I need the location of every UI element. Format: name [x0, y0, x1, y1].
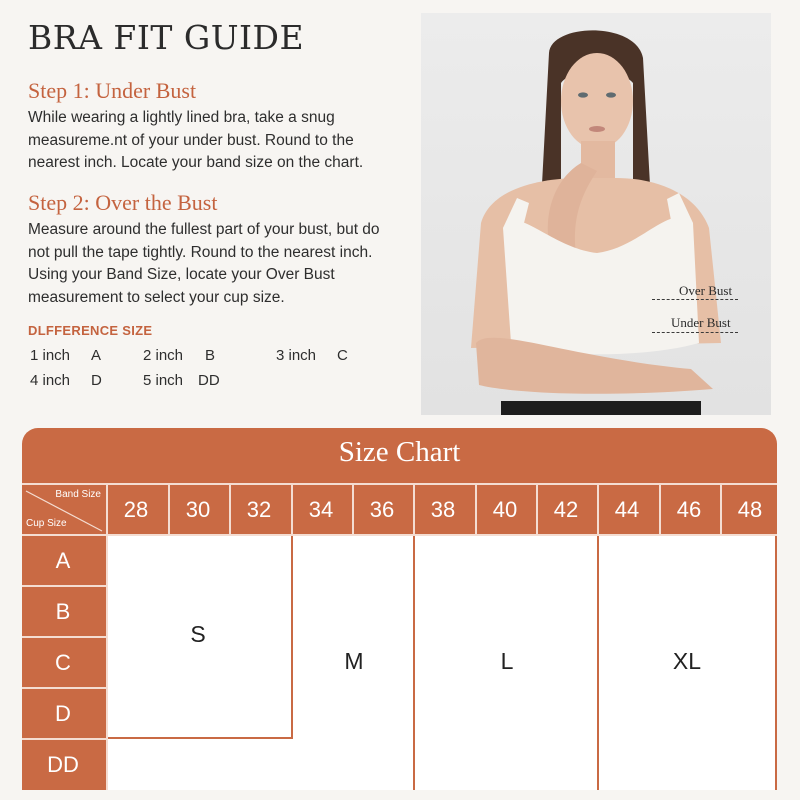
grid-line — [168, 485, 170, 534]
region-divider — [291, 536, 293, 738]
diff-inch-1: 1 inch — [30, 347, 71, 364]
diff-cup-2: B — [205, 347, 216, 364]
under-bust-line — [652, 332, 738, 333]
cup-size-c: C — [55, 650, 71, 675]
diff-cup-4: D — [91, 372, 102, 389]
grid-line — [475, 485, 477, 534]
grid-line — [597, 485, 599, 534]
band-size-40: 40 — [492, 497, 518, 522]
region-divider — [597, 536, 599, 790]
step1-heading: Step 1: Under Bust — [28, 78, 197, 103]
diff-inch-5: 5 inch — [143, 372, 184, 389]
difference-size-title: DLFFERENCE SIZE — [28, 323, 153, 338]
grid-line — [659, 485, 661, 534]
diff-cup-3: C — [337, 347, 348, 364]
grid-line — [291, 485, 293, 534]
band-size-28: 28 — [123, 497, 149, 522]
band-size-36: 36 — [369, 497, 395, 522]
cup-size-header: Cup Size — [26, 518, 67, 529]
cup-size-a: A — [55, 548, 71, 573]
over-bust-label: Over Bust — [679, 283, 733, 298]
grid-line — [413, 485, 415, 534]
diff-inch-2: 2 inch — [143, 347, 184, 364]
page-title: BRA FIT GUIDE — [28, 18, 305, 57]
band-size-30: 30 — [185, 497, 211, 522]
over-bust-line — [652, 299, 738, 300]
header-corner — [22, 485, 104, 533]
under-bust-label: Under Bust — [671, 315, 731, 330]
band-size-38: 38 — [430, 497, 456, 522]
step1-text: While wearing a lightly lined bra, take a snug measureme.nt of your under bust. Round to the nearest inch. Locate your band size on the chart. — [28, 109, 364, 171]
step2-text: Measure around the fullest part of your bust, but do not pull the tape tightly. Round to the nearest inch. Using your Band Size, locate your Over Bust measurement to select your cup size. — [28, 221, 380, 306]
grid-line — [229, 485, 231, 534]
band-size-42: 42 — [553, 497, 579, 522]
size-l: L — [500, 648, 514, 674]
band-size-48: 48 — [737, 497, 763, 522]
cup-size-dd: DD — [47, 752, 79, 777]
band-size-46: 46 — [676, 497, 702, 522]
step2-heading: Step 2: Over the Bust — [28, 190, 218, 215]
size-chart-title: Size Chart — [338, 436, 461, 468]
cup-size-d: D — [55, 701, 71, 726]
band-size-32: 32 — [246, 497, 272, 522]
model-photo — [421, 13, 771, 415]
diff-inch-3: 3 inch — [276, 347, 317, 364]
diff-cup-1: A — [91, 347, 102, 364]
size-xl: XL — [672, 648, 702, 674]
band-size-44: 44 — [614, 497, 640, 522]
diff-inch-4: 4 inch — [30, 372, 71, 389]
size-m: M — [344, 648, 364, 674]
band-size-header: Band Size — [55, 489, 101, 500]
grid-line — [720, 485, 722, 534]
region-divider — [413, 536, 415, 790]
size-chart — [22, 428, 777, 790]
grid-line — [536, 485, 538, 534]
region-divider — [108, 737, 293, 739]
grid-line — [352, 485, 354, 534]
size-s: S — [190, 621, 206, 647]
cup-size-b: B — [55, 599, 71, 624]
band-size-34: 34 — [308, 497, 334, 522]
diff-cup-5: DD — [198, 372, 220, 389]
